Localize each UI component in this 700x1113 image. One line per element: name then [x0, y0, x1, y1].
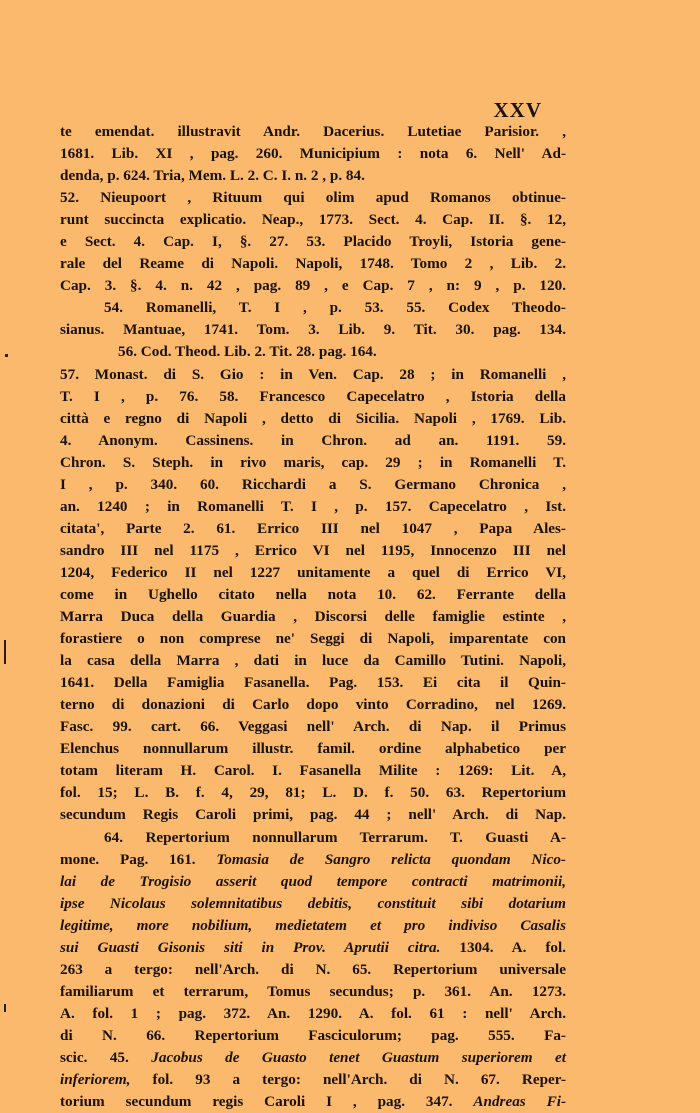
text-span: torium secundum regis Caroli I , pag. 347.: [60, 1093, 474, 1111]
text-line: di N. 66. Repertorium Fasciculorum; pag. 555. Fa-: [60, 1026, 566, 1044]
margin-mark: [4, 1004, 6, 1012]
text-line: 54. Romanelli, T. I , p. 53. 55. Codex Theodo-: [104, 299, 566, 317]
text-line: Chron. S. Steph. in rivo maris, cap. 29 ; in Romanelli T.: [60, 453, 566, 471]
text-span: 1304. A. fol.: [459, 938, 566, 956]
text-line: T. I , p. 76. 58. Francesco Capecelatro , Istoria della: [60, 387, 566, 405]
text-line: denda, p. 624. Tria, Mem. L. 2. C. I. n. 2 , p. 84.: [60, 167, 365, 185]
margin-mark: [5, 354, 8, 357]
text-line: familiarum et terrarum, Tomus secundus; p. 361. An. 1273.: [60, 982, 566, 1000]
text-line: runt succincta explicatio. Neap., 1773. Sect. 4. Cap. II. §. 12,: [60, 211, 566, 229]
text-line: citata', Parte 2. 61. Errico III nel 1047 , Papa Ales-: [60, 519, 566, 537]
text-line: e Sect. 4. Cap. I, §. 27. 53. Placido Troyli, Istoria gene-: [60, 233, 566, 251]
text-line: 1204, Federico II nel 1227 unitamente a quel di Errico VI,: [60, 563, 566, 581]
text-line: secundum Regis Caroli primi, pag. 44 ; nell' Arch. di Nap.: [60, 806, 566, 824]
text-line: Cap. 3. §. 4. n. 42 , pag. 89 , e Cap. 7 , n: 9 , p. 120.: [60, 277, 566, 295]
text-span: scic. 45.: [60, 1048, 152, 1066]
text-line: 1641. Della Famiglia Fasanella. Pag. 153. Ei cita il Quin-: [60, 674, 566, 692]
italic-text-span: Tomasia de Sangro relicta quondam Nico-: [216, 850, 566, 868]
text-line: 57. Monast. di S. Gio : in Ven. Cap. 28 ; in Romanelli ,: [60, 365, 566, 383]
text-line: rale del Reame di Napoli. Napoli, 1748. Tomo 2 , Lib. 2.: [60, 255, 566, 273]
text-line: città e regno di Napoli , detto di Sicilia. Napoli , 1769. Lib.: [60, 409, 566, 427]
italic-text-span: inferiorem,: [60, 1071, 153, 1089]
text-line: [60, 1069, 566, 1091]
text-line: 1681. Lib. XI , pag. 260. Municipium : nota 6. Nell' Ad-: [60, 145, 566, 163]
italic-text-span: Jacobus de Guasto tenet Guastum superiorem et: [151, 1048, 566, 1066]
text-line: fol. 15; L. B. f. 4, 29, 81; L. D. f. 50. 63. Repertorium: [60, 784, 566, 802]
text-line: [60, 937, 566, 959]
text-line: come in Ughello citato nella nota 10. 62. Ferrante della: [60, 585, 566, 603]
footnotes-text-block: [60, 121, 566, 1113]
text-line: ipse Nicolaus solemnitatibus debitis, constituit sibi dotarium: [60, 894, 566, 912]
margin-mark: [4, 640, 6, 664]
text-line: 64. Repertorium nonnullarum Terrarum. T. Guasti A-: [104, 828, 566, 846]
text-line: 56. Cod. Theod. Lib. 2. Tit. 28. pag. 164.: [118, 343, 377, 361]
text-line: te emendat. illustravit Andr. Dacerius. Lutetiae Parisior. ,: [60, 123, 566, 140]
text-line: A. fol. 1 ; pag. 372. An. 1290. A. fol. 61 : nell' Arch.: [60, 1004, 566, 1022]
text-span: mone. Pag. 161.: [60, 850, 217, 868]
italic-text-span: sui Guasti Gisonis siti in Prov. Aprutii citra.: [60, 938, 460, 956]
text-line: legitime, more nobilium, medietatem et pro indiviso Casalis: [60, 916, 566, 934]
text-line: lai de Trogisio asserit quod tempore contracti matrimonii,: [60, 872, 566, 890]
text-line: Fasc. 99. cart. 66. Veggasi nell' Arch. di Nap. il Primus: [60, 718, 566, 736]
text-line: 52. Nieupoort , Rituum qui olim apud Romanos obtinue-: [60, 189, 566, 207]
text-line: la casa della Marra , dati in luce da Camillo Tutini. Napoli,: [60, 652, 566, 670]
text-line: an. 1240 ; in Romanelli T. I , p. 157. Capecelatro , Ist.: [60, 497, 566, 515]
text-line: [60, 849, 566, 871]
text-line: 263 a tergo: nell'Arch. di N. 65. Repertorium universale: [60, 960, 566, 978]
text-line: sianus. Mantuae, 1741. Tom. 3. Lib. 9. Tit. 30. pag. 134.: [60, 321, 566, 339]
text-line: totam literam H. Carol. I. Fasanella Milite : 1269: Lit. A,: [60, 762, 566, 780]
italic-text-span: Andreas Fi-: [473, 1093, 566, 1111]
text-line: I , p. 340. 60. Ricchardi a S. Germano Chronica ,: [60, 475, 566, 493]
text-line: Marra Duca della Guardia , Discorsi delle famiglie estinte ,: [60, 608, 566, 626]
text-line: sandro III nel 1175 , Errico VI nel 1195, Innocenzo III nel: [60, 541, 566, 559]
text-line: 4. Anonym. Cassinens. in Chron. ad an. 1191. 59.: [60, 431, 566, 449]
text-line: [60, 1091, 566, 1113]
text-line: forastiere o non comprese ne' Seggi di Napoli, imparentate con: [60, 630, 566, 648]
text-line: terno di donazioni di Carlo dopo vinto Corradino, nel 1269.: [60, 696, 566, 714]
text-span: fol. 93 a tergo: nell'Arch. di N. 67. Reper-: [152, 1071, 567, 1089]
text-line: Elenchus nonnullarum illustr. famil. ordine alphabetico per: [60, 740, 566, 758]
text-line: [60, 1047, 566, 1069]
page-number: XXV: [493, 98, 542, 122]
